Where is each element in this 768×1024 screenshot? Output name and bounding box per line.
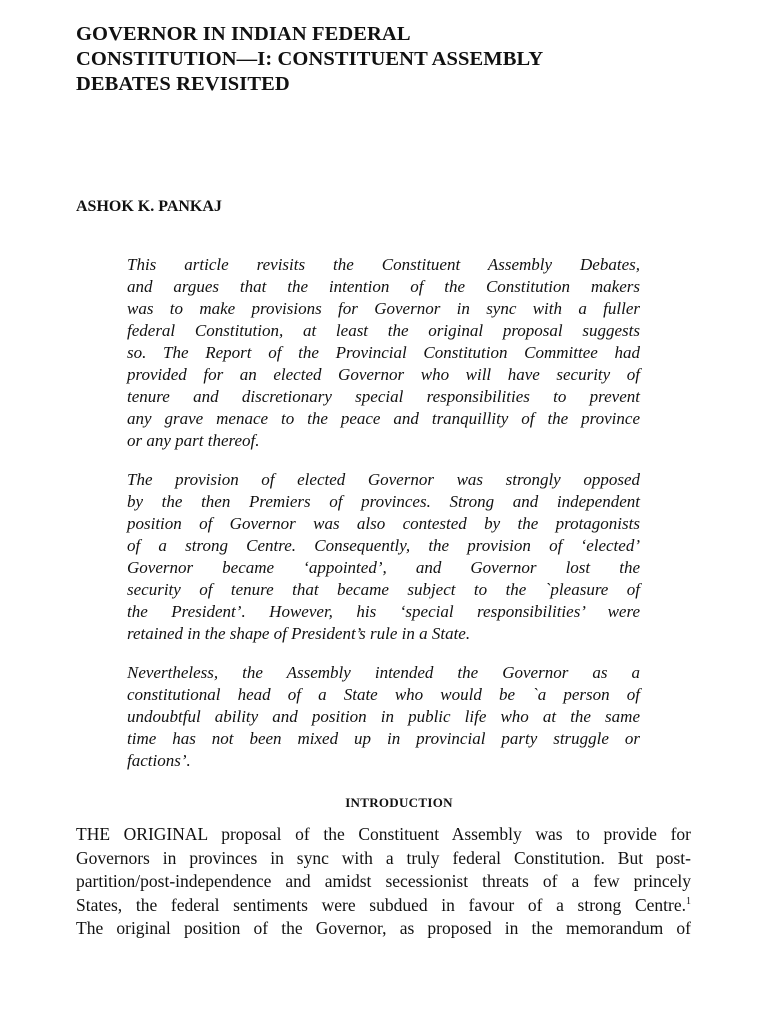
abstract-line: This article revisits the Constituent Assembly Debates, (127, 255, 640, 274)
abstract-line: was to make provisions for Governor in sync with a fuller (127, 299, 640, 318)
abstract-line: and argues that the intention of the Constitution makers (127, 277, 640, 296)
article-title-line: DEBATES REVISITED (76, 73, 290, 95)
abstract-line: position of Governor was also contested by the protagonists (127, 514, 640, 533)
body-line-text: States, the federal sentiments were subdued in favour of a strong Centre. (76, 894, 686, 915)
abstract-line: undoubtful ability and position in public life who at the same (127, 707, 640, 726)
body-line: THE ORIGINAL proposal of the Constituent Assembly was to provide for (76, 824, 691, 844)
introduction-body (76, 823, 691, 941)
abstract-line: or any part thereof. (127, 431, 260, 450)
abstract-line: Nevertheless, the Assembly intended the Governor as a (127, 663, 640, 682)
abstract-line: The provision of elected Governor was strongly opposed (127, 470, 640, 489)
article-title-line: CONSTITUTION—I: CONSTITUENT ASSEMBLY (76, 48, 544, 70)
abstract-line: provided for an elected Governor who will have security of (127, 365, 640, 384)
body-line (76, 894, 691, 918)
body-line: Governors in provinces in sync with a truly federal Constitution. But post- (76, 847, 691, 868)
abstract-line: the President’. However, his ‘special responsibilities’ were (127, 602, 640, 621)
abstract-line: federal Constitution, at least the original proposal suggests (127, 321, 640, 340)
abstract-paragraph-1 (127, 254, 640, 452)
abstract-line: by the then Premiers of provinces. Strong and independent (127, 492, 640, 511)
abstract-line: retained in the shape of President’s rule in a State. (127, 624, 471, 643)
abstract-line: Governor became ‘appointed’, and Governor lost the (127, 558, 640, 577)
abstract-line: security of tenure that became subject to the `pleasure of (127, 580, 640, 599)
abstract-line: so. The Report of the Provincial Constitution Committee had (127, 343, 640, 362)
section-heading-introduction (0, 795, 768, 811)
author-name: ASHOK K. PANKAJ (76, 198, 222, 215)
footnote-marker[interactable]: 1 (686, 895, 691, 907)
abstract-line: constitutional head of a State who would be `a person of (127, 685, 640, 704)
article-title (76, 22, 716, 97)
abstract-line: tenure and discretionary special responsibilities to prevent (127, 387, 640, 406)
abstract-line: factions’. (127, 751, 191, 770)
body-line: partition/post-independence and amidst secessionist threats of a few princely (76, 871, 691, 891)
abstract-line: of a strong Centre. Consequently, the provision of ‘elected’ (127, 536, 640, 555)
body-line: The original position of the Governor, as proposed in the memorandum of (76, 918, 691, 938)
abstract-line: time has not been mixed up in provincial party struggle or (127, 729, 640, 748)
abstract-paragraph-2 (127, 469, 640, 645)
article-title-line: GOVERNOR IN INDIAN FEDERAL (76, 23, 411, 45)
section-heading-text: INTRODUCTION (345, 795, 453, 810)
abstract-paragraph-3 (127, 662, 640, 772)
abstract-line: any grave menace to the peace and tranquillity of the province (127, 409, 640, 428)
